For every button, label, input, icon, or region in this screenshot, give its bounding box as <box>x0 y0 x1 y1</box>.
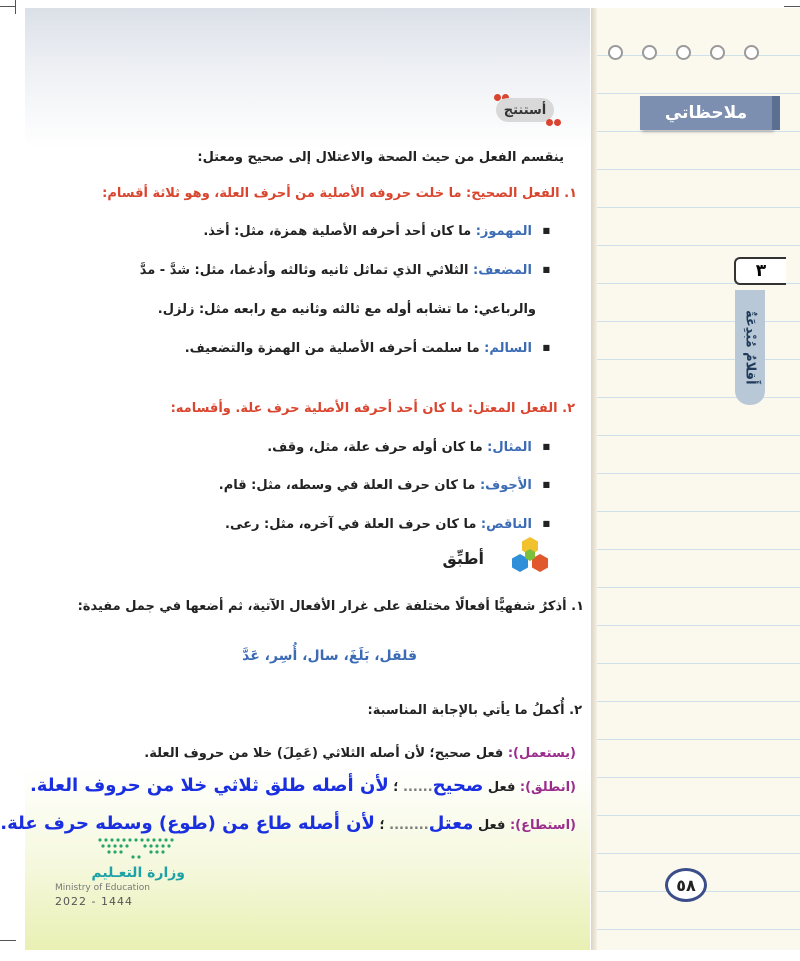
page-number: ٥٨ <box>665 868 707 902</box>
definition: ما كان أحد أحرفه الأصلية همزة، مثل: أخذ. <box>203 224 476 239</box>
term: المضعف: <box>473 263 532 278</box>
definition: ما سلمت أحرفه الأصلية من الهمزة والتضعيف. <box>184 341 485 356</box>
item-mahmouz <box>203 224 550 239</box>
item-ajwaf <box>219 478 550 493</box>
definition: ما كان حرف العلة في وسطه، مثل: قام. <box>218 478 480 493</box>
answer-field-type[interactable]: معتل <box>428 813 474 834</box>
answer-row-1 <box>30 775 576 796</box>
crop-mark <box>0 940 16 941</box>
dotted-line: ...... <box>403 780 433 795</box>
crop-mark <box>784 6 800 7</box>
ministry-name-en: Ministry of Education <box>55 883 150 893</box>
conclude-intro: ينقسم الفعل من حيث الصحة والاعتلال إلى صحيح ومعتل: <box>197 150 564 165</box>
binder-hole <box>608 45 623 60</box>
item-mudaaf <box>140 263 550 278</box>
unit-title: أَقلامٌ مُبْدِعَةٌ <box>742 310 758 385</box>
crop-mark <box>0 6 16 7</box>
example-text: فعل صحيح؛ لأن أصله الثلاثي (عَمِلَ) خلا من حروف العلة. <box>144 746 508 761</box>
unit-title-tab <box>735 290 765 405</box>
unit-number: ٣ <box>734 257 786 285</box>
quote-dot <box>554 119 561 126</box>
binder-hole <box>642 45 657 60</box>
apply-q1-words: قلقل، بَلَغَ، سال، أُسِر، عَدَّ <box>242 648 417 664</box>
notebook-panel <box>591 8 800 950</box>
hexagon-icon <box>508 535 552 575</box>
term: المثال: <box>487 440 532 455</box>
row-fill: فعل <box>487 780 516 795</box>
edition-year: 2022 - 1444 <box>55 895 133 908</box>
dotted-line: ........ <box>389 818 429 833</box>
row-fill: فعل <box>477 818 506 833</box>
notebook-fold <box>591 8 597 950</box>
row-sep: ؛ <box>379 818 385 833</box>
term: الأجوف: <box>479 478 532 493</box>
term: الناقص: <box>480 517 532 532</box>
binder-hole <box>710 45 725 60</box>
ministry-dots-logo <box>95 835 185 861</box>
row-verb: (انطلق): <box>519 780 576 795</box>
notebook-holes <box>608 45 759 60</box>
definition: ما كان أوله حرف علة، مثل، وقف. <box>267 440 488 455</box>
item-naqis <box>225 517 550 532</box>
section-2-heading: ٢. الفعل المعتل: ما كان أحد أحرفه الأصلية حرف علة. وأقسامه: <box>170 401 575 416</box>
answer-row-2 <box>0 813 576 834</box>
apply-label: أطبِّق <box>442 549 484 568</box>
ministry-name-ar: وزارة التعـليم <box>91 865 185 881</box>
conclude-badge <box>490 92 562 126</box>
notes-tab: ملاحظاتي <box>640 96 772 130</box>
answer-field-type[interactable]: صحيح <box>432 775 484 796</box>
item-salim <box>185 341 550 356</box>
quote-dot <box>546 119 553 126</box>
row-sep: ؛ <box>393 780 399 795</box>
answer-field-reason[interactable]: لأن أصله طلق ثلاثي خلا من حروف العلة. <box>29 775 389 796</box>
binder-hole <box>744 45 759 60</box>
ministry-logo <box>55 835 185 908</box>
conclude-label: أستنتج <box>496 98 554 122</box>
answer-field-reason[interactable]: لأن أصله طاع من (طوع) وسطه حرف علة. <box>0 813 375 834</box>
example-verb: (يستعمل): <box>507 746 576 761</box>
definition: ما كان حرف العلة في آخره، مثل: رعى. <box>225 517 481 532</box>
definition: الثلاثي الذي تماثل ثانيه وثالثه وأدغما، مثل: شدَّ - مدَّ <box>139 263 474 278</box>
item-mudaaf-continuation: والرباعي: ما تشابه أوله مع ثالثه وثانيه مع رابعه مثل: زلزل. <box>157 302 536 317</box>
apply-q2: ٢. أُكملُ ما يأتي بالإجابة المناسبة: <box>367 703 582 718</box>
binder-hole <box>676 45 691 60</box>
section-1-heading: ١. الفعل الصحيح: ما خلت حروفه الأصلية من أحرف العلة، وهو ثلاثة أقسام: <box>102 186 577 201</box>
item-mithal <box>267 440 550 455</box>
row-verb: (استطاع): <box>509 818 576 833</box>
term: المهموز: <box>475 224 532 239</box>
apply-q1: ١. أذكرُ شفهيًّا أفعالًا مختلفة على غرار الأفعال الآتية، ثم أضعها في جمل مفيدة: <box>77 599 584 614</box>
example-row <box>144 746 576 761</box>
term: السالم: <box>484 341 532 356</box>
crop-mark <box>15 0 16 14</box>
